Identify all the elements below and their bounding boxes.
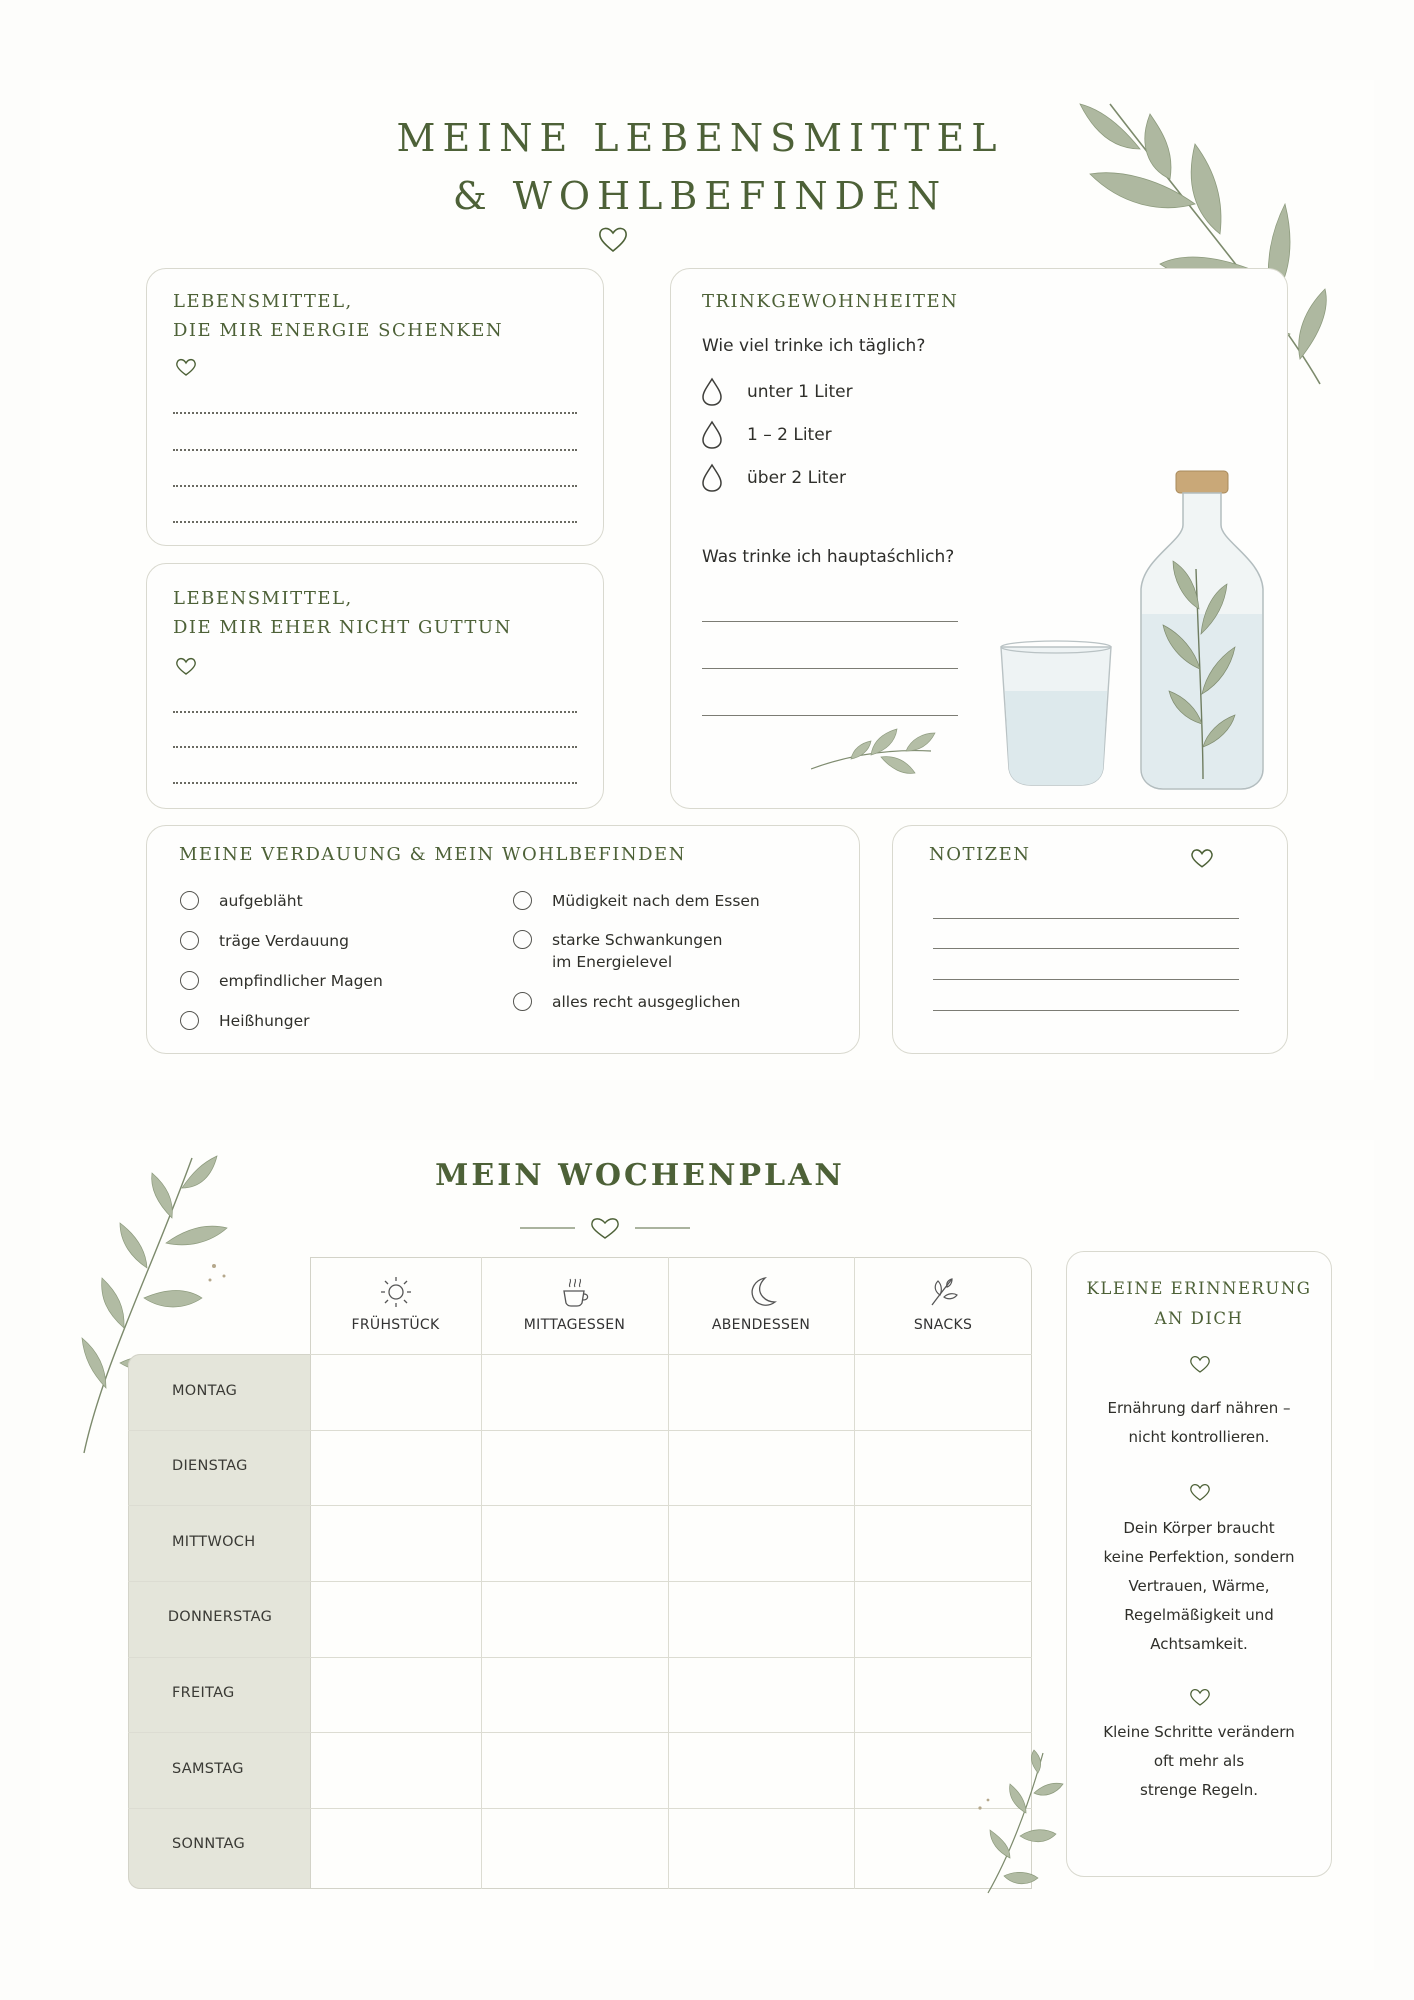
notes-card <box>892 825 1288 1054</box>
meal-header-dinner <box>668 1257 854 1354</box>
day-label-sunday: SONNTAG <box>172 1836 246 1852</box>
heart-icon <box>1190 847 1214 869</box>
digestion-option-label: empfindlicher Magen <box>219 972 383 990</box>
meal-header-breakfast <box>310 1257 481 1354</box>
checkbox-circle[interactable] <box>513 930 532 949</box>
checkbox-circle[interactable] <box>180 891 199 910</box>
notes-title: NOTIZEN <box>929 844 1031 865</box>
row-divider <box>128 1732 1032 1733</box>
row-divider <box>128 1581 1032 1582</box>
page-title-line2: & WOHLBEFINDEN <box>452 174 948 218</box>
meal-label: SNACKS <box>913 1317 973 1333</box>
bottle-glass-illustration <box>811 429 1281 799</box>
row-divider <box>128 1808 1032 1809</box>
writing-line[interactable] <box>173 449 577 451</box>
cup-icon <box>558 1275 592 1309</box>
drinking-habits-card <box>670 268 1288 809</box>
digestion-title: MEINE VERDAUUNG & MEIN WOHLBEFINDEN <box>179 844 686 865</box>
meal-label: MITTAGESSEN <box>523 1317 626 1333</box>
digestion-option-label: starke Schwankungen im Energielevel <box>552 931 723 971</box>
row-divider <box>128 1505 1032 1506</box>
writing-line[interactable] <box>173 485 577 487</box>
digestion-option[interactable] <box>513 929 722 973</box>
leaf-icon <box>926 1275 960 1309</box>
digestion-option-label: Müdigkeit nach dem Essen <box>552 892 760 910</box>
writing-line[interactable] <box>173 521 577 523</box>
heart-icon <box>175 656 197 676</box>
energy-foods-title: LEBENSMITTEL, DIE MIR ENERGIE SCHENKEN <box>173 291 504 341</box>
writing-line[interactable] <box>933 918 1239 919</box>
writing-line[interactable] <box>933 948 1239 949</box>
page-title-line1: MEINE LEBENSMITTEL <box>396 116 1004 160</box>
digestion-option[interactable] <box>513 991 741 1013</box>
writing-line[interactable] <box>933 1010 1239 1011</box>
checkbox-circle[interactable] <box>513 891 532 910</box>
week-plan-title: MEIN WOCHENPLAN <box>435 1158 845 1193</box>
amount-option-label: unter 1 Liter <box>747 382 853 402</box>
title-heart-icon <box>597 224 629 254</box>
meal-header-lunch <box>481 1257 668 1354</box>
checkbox-circle[interactable] <box>180 971 199 990</box>
drinking-question-type: Was trinke ich hauptaśchlich? <box>702 547 955 567</box>
meal-label: FRÜHSTÜCK <box>351 1317 440 1333</box>
meal-label: ABENDESSEN <box>711 1317 811 1333</box>
row-divider <box>310 1354 1032 1355</box>
digestion-card <box>146 825 860 1054</box>
row-divider <box>128 1657 1032 1658</box>
day-label-friday: FREITAG <box>172 1685 235 1701</box>
reminder-card <box>1066 1251 1332 1877</box>
day-label-saturday: SAMSTAG <box>172 1761 244 1777</box>
heart-icon <box>1189 1354 1211 1374</box>
checkbox-circle[interactable] <box>513 992 532 1011</box>
checkbox-circle[interactable] <box>180 1011 199 1030</box>
meal-header-snacks <box>854 1257 1032 1354</box>
bad-foods-card <box>146 563 604 809</box>
day-label-tuesday: DIENSTAG <box>172 1458 248 1474</box>
digestion-option[interactable] <box>180 1010 309 1032</box>
writing-line[interactable] <box>933 979 1239 980</box>
digestion-option-label: alles recht ausgeglichen <box>552 993 741 1011</box>
digestion-option-label: Heißhunger <box>219 1012 310 1030</box>
heart-icon <box>1189 1687 1211 1707</box>
checkbox-circle[interactable] <box>180 931 199 950</box>
digestion-option[interactable] <box>180 890 303 912</box>
amount-option-1[interactable] <box>701 375 853 409</box>
digestion-option[interactable] <box>180 930 349 952</box>
writing-line[interactable] <box>173 711 577 713</box>
plan-title-ornament <box>515 1213 695 1243</box>
writing-line[interactable] <box>173 746 577 748</box>
water-drop-icon <box>701 377 723 407</box>
bad-foods-title: LEBENSMITTEL, DIE MIR EHER NICHT GUTTUN <box>173 588 512 638</box>
water-drop-icon <box>701 463 723 493</box>
writing-line[interactable] <box>173 782 577 784</box>
writing-line[interactable] <box>173 412 577 414</box>
reminder-text-2: Dein Körper braucht keine Perfektion, sondern Vertrauen, Wärme, Regelmäßigkeit und Achtsamkeit. <box>1103 1519 1295 1653</box>
water-drop-icon <box>701 420 723 450</box>
digestion-option-label: aufgebläht <box>219 892 303 910</box>
drinking-title: TRINKGEWOHNHEITEN <box>702 291 959 312</box>
digestion-option-label: träge Verdauung <box>219 932 349 950</box>
energy-foods-card <box>146 268 604 546</box>
moon-icon <box>745 1275 779 1309</box>
drinking-question-amount: Wie viel trinke ich täglich? <box>702 336 926 356</box>
reminder-text-3: Kleine Schritte verändern oft mehr als strenge Regeln. <box>1103 1723 1295 1799</box>
leaf-sprig-illustration <box>968 1748 1068 1898</box>
week-plan-table <box>128 1257 1032 1889</box>
amount-option-label: 1 – 2 Liter <box>747 425 832 445</box>
day-label-thursday: DONNERSTAG <box>167 1609 273 1625</box>
reminder-title: KLEINE ERINNERUNG AN DICH <box>1086 1279 1312 1328</box>
heart-icon <box>1189 1482 1211 1502</box>
sun-icon <box>379 1275 413 1309</box>
row-divider <box>128 1430 1032 1431</box>
reminder-text-1: Ernährung darf nähren – nicht kontrollieren. <box>1107 1399 1291 1446</box>
amount-option-label: über 2 Liter <box>747 468 846 488</box>
day-label-wednesday: MITTWOCH <box>172 1534 256 1550</box>
digestion-option[interactable] <box>180 970 383 992</box>
heart-icon <box>175 357 197 377</box>
day-label-monday: MONTAG <box>172 1383 238 1399</box>
digestion-option[interactable] <box>513 890 760 912</box>
